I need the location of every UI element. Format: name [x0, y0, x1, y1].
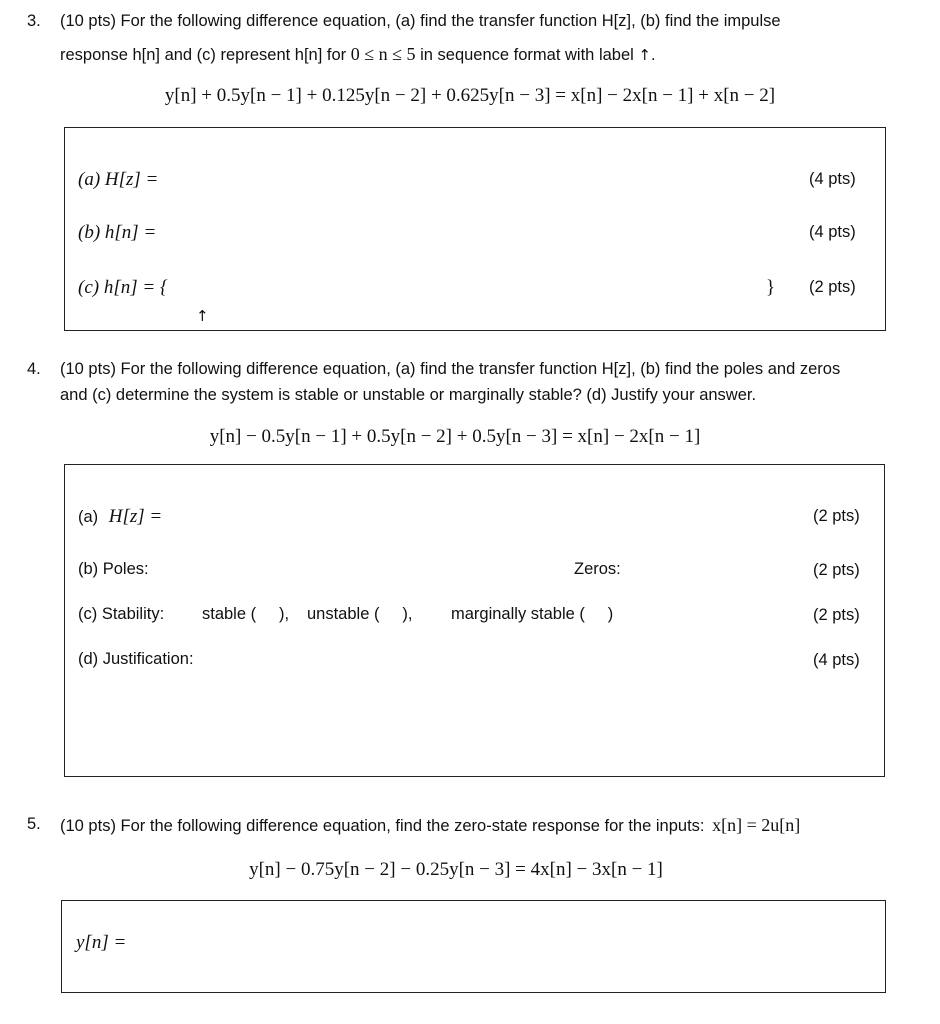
q4-a-label	[78, 507, 162, 526]
q3-prompt-line2-tail: in sequence format with label	[415, 46, 639, 64]
q4-prompt-line2: and (c) determine the system is stable or unstable or marginally stable? (d) Justify your answer.	[60, 386, 757, 404]
q3-c-close-brace: }	[766, 277, 776, 298]
q4-zeros-label: Zeros:	[574, 560, 621, 578]
q5-number: 5.	[27, 815, 41, 833]
q5-prompt-line1	[60, 816, 800, 835]
q3-c-label: (c) h[n] = {	[78, 277, 168, 298]
q4-b-label: (b) Poles:	[78, 560, 149, 578]
q3-c-points: (2 pts)	[809, 278, 856, 296]
q4-a-prefix: (a)	[78, 508, 99, 526]
up-arrow-icon: ↑	[196, 307, 209, 325]
q5-prompt-text: (10 pts) For the following difference equation, find the zero-state response for the inputs:	[60, 817, 705, 835]
q4-option-stable[interactable]: stable ( ),	[202, 605, 290, 623]
q4-option-unstable[interactable]: unstable ( ),	[307, 605, 413, 623]
q4-d-label: (d) Justification:	[78, 650, 194, 668]
q3-b-points: (4 pts)	[809, 223, 856, 241]
q3-answer-box	[64, 127, 886, 331]
q4-c-points: (2 pts)	[813, 606, 860, 624]
q4-equation: y[n] − 0.5y[n − 1] + 0.5y[n − 2] + 0.5y[n − 3] = x[n] − 2x[n − 1]	[209, 426, 701, 447]
q4-number: 4.	[27, 360, 41, 378]
q4-c-label: (c) Stability:	[78, 605, 165, 623]
q5-y-label: y[n] =	[76, 932, 127, 953]
q5-answer-box	[61, 900, 886, 993]
q4-option-marginally-stable[interactable]: marginally stable ( )	[451, 605, 614, 623]
q3-prompt-line2-end: .	[650, 46, 656, 64]
q4-a-math: H[z] =	[108, 506, 163, 527]
q4-d-points: (4 pts)	[813, 651, 860, 669]
q3-range-math: 0 ≤ n ≤ 5	[350, 44, 416, 64]
q3-b-label: (b) h[n] =	[78, 222, 157, 243]
q3-a-points: (4 pts)	[809, 170, 856, 188]
q3-prompt-line1: (10 pts) For the following difference equation, (a) find the transfer function H[z], (b) find the impulse	[60, 12, 781, 30]
q5-input-math: x[n] = 2u[n]	[712, 815, 801, 835]
q3-equation: y[n] + 0.5y[n − 1] + 0.125y[n − 2] + 0.625y[n − 3] = x[n] − 2x[n − 1] + x[n − 2]	[164, 85, 776, 106]
q3-prompt-line2	[60, 45, 656, 64]
q4-a-points: (2 pts)	[813, 507, 860, 525]
q3-prompt-line2-text: response h[n] and (c) represent h[n] for	[60, 46, 351, 64]
q5-equation: y[n] − 0.75y[n − 2] − 0.25y[n − 3] = 4x[n] − 3x[n − 1]	[249, 859, 663, 880]
up-arrow-icon: ↑	[638, 46, 651, 64]
q3-a-label: (a) H[z] =	[78, 169, 159, 190]
q4-b-points: (2 pts)	[813, 561, 860, 579]
q4-prompt-line1: (10 pts) For the following difference equation, (a) find the transfer function H[z], (b) find the poles and zeros	[60, 360, 841, 378]
q3-number: 3.	[27, 12, 41, 30]
